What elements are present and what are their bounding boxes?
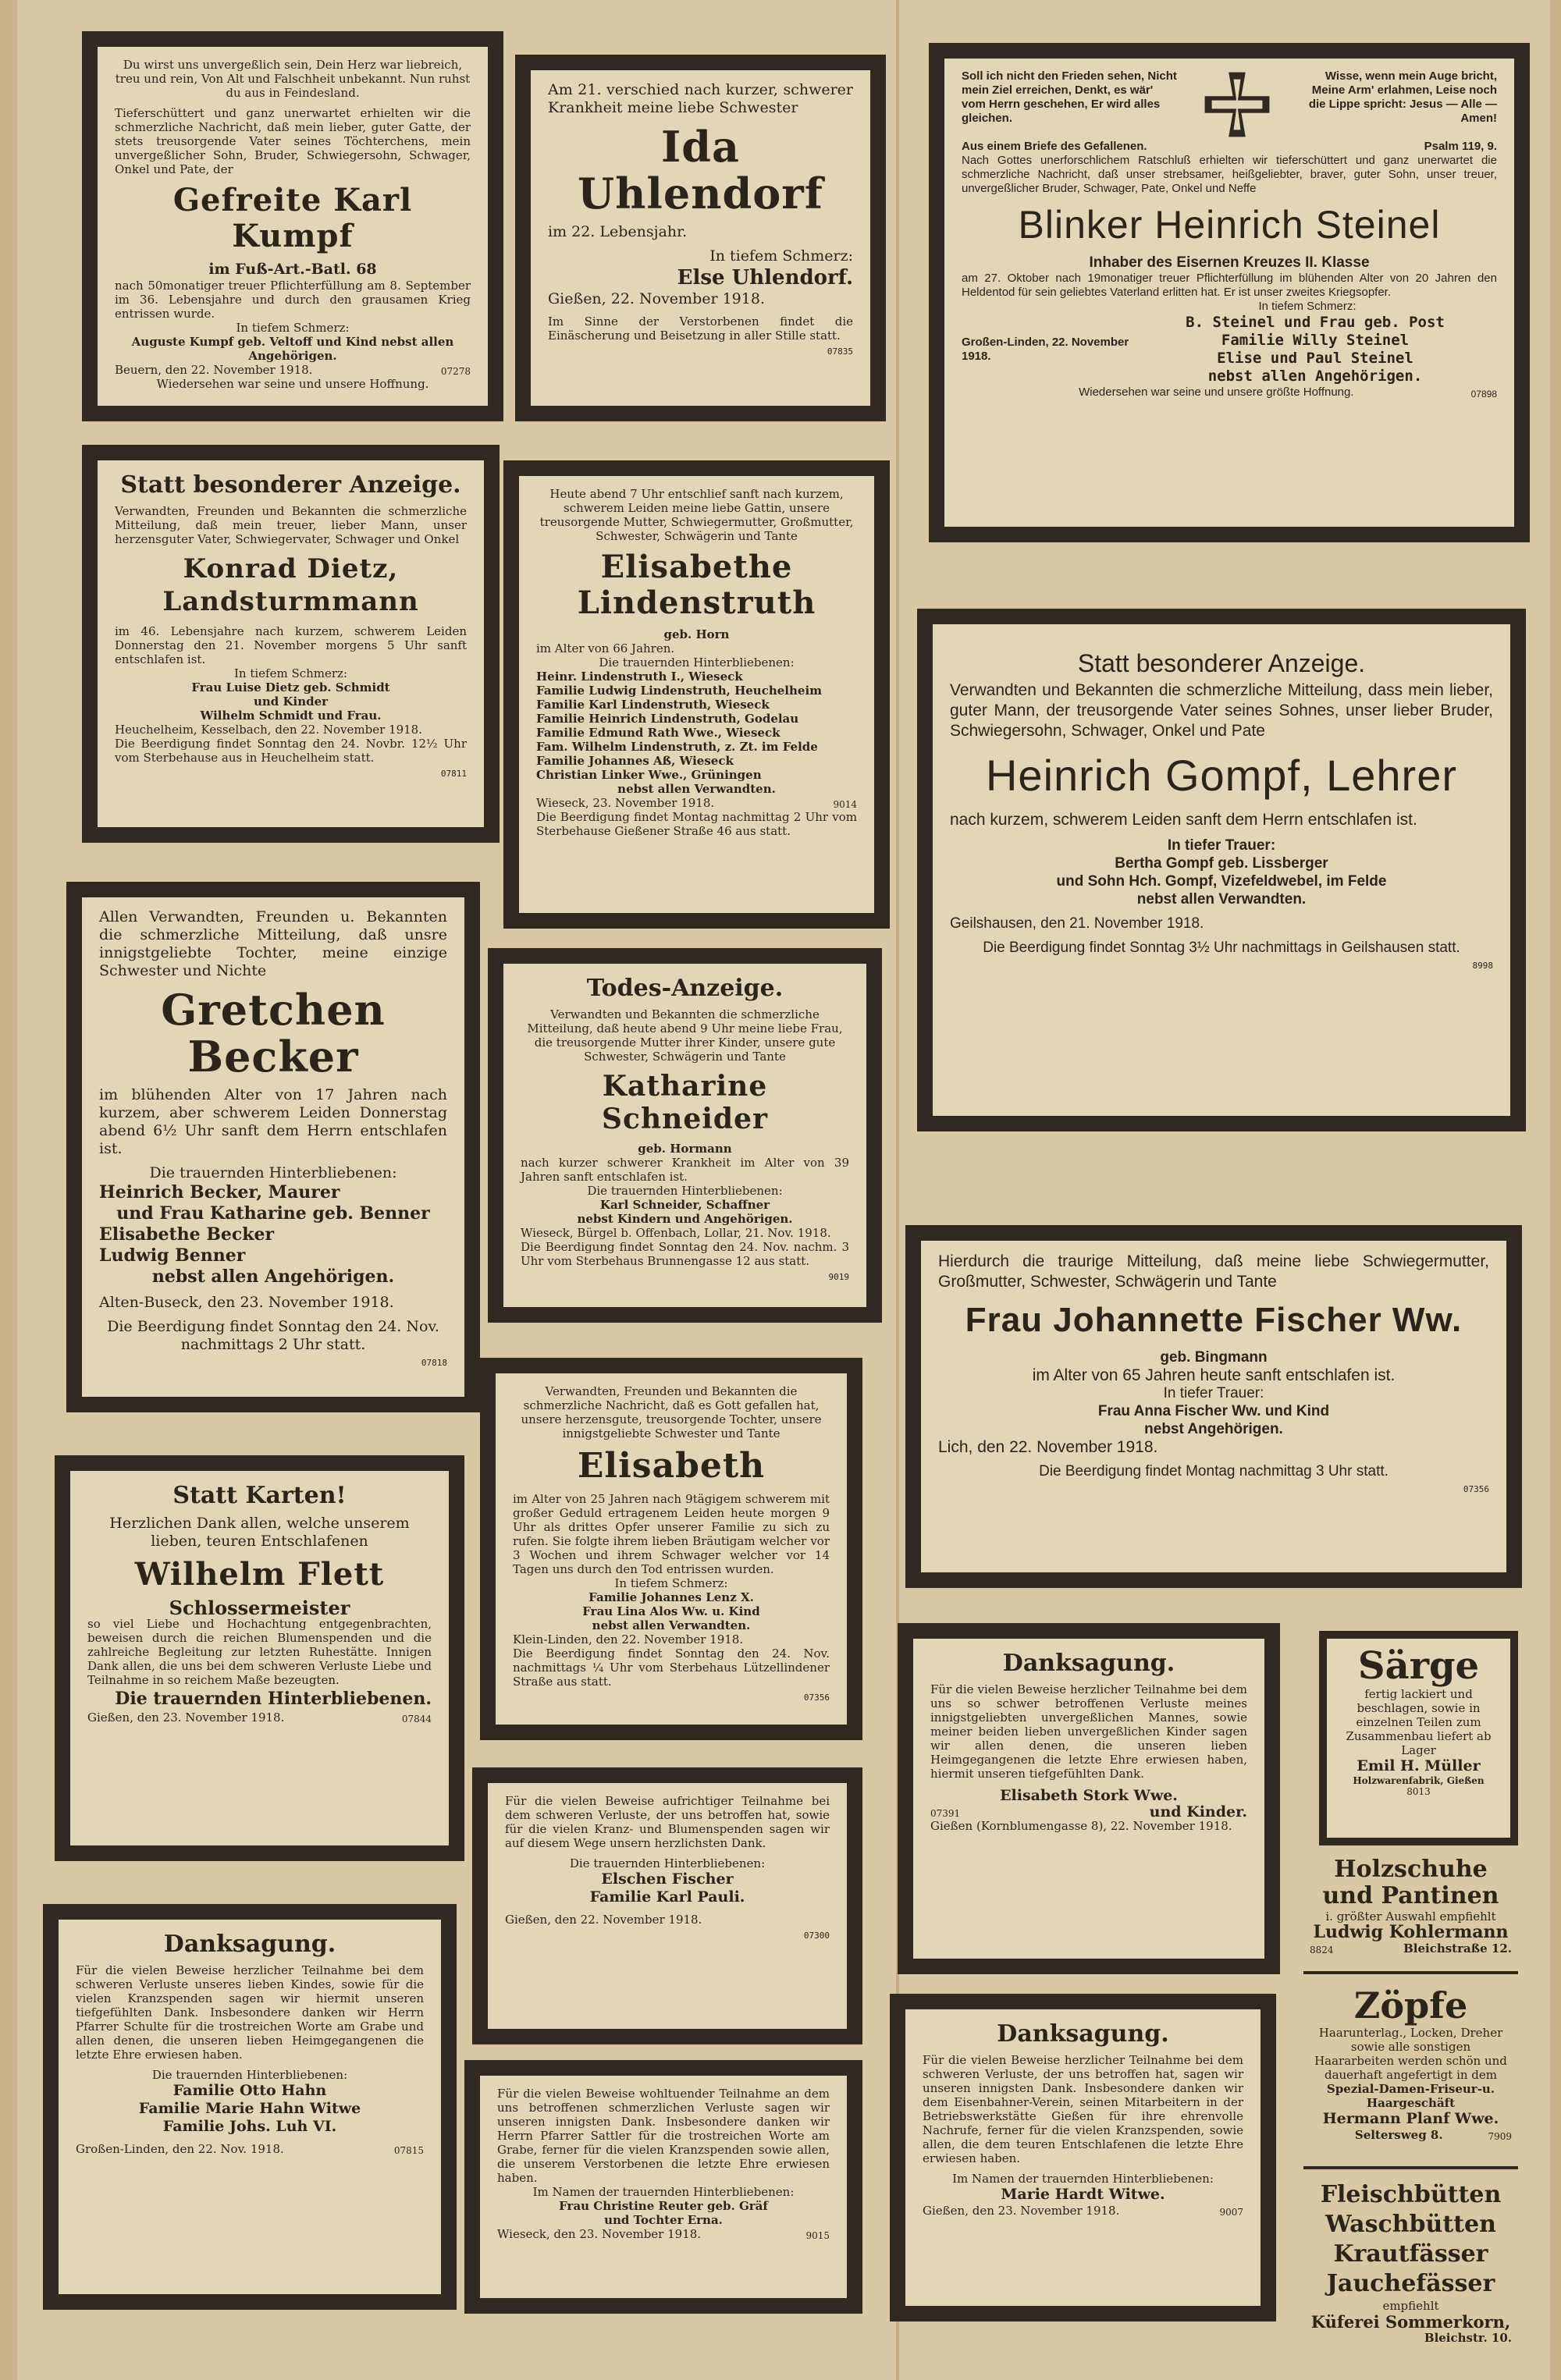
ad-heading: Särge xyxy=(1357,1644,1480,1688)
ad-konrad-dietz xyxy=(82,445,500,843)
grief-line: In tiefem Schmerz: xyxy=(709,247,853,265)
mourner-3: nebst allen Verwandten. xyxy=(592,1618,751,1632)
ad-text: Verwandten, Freunden und Bekannten die schmerzliche Nachricht, daß es Gott gefallen hat, unsere herzensgute, treusorgende Tochter, unsere innigstgeliebte Schwester und Tante xyxy=(521,1384,822,1440)
deceased-age: im Alter von 66 Jahren. xyxy=(536,641,675,655)
mourner-1: Frau Luise Dietz geb. Schmidt xyxy=(191,680,390,694)
place-date: Heuchelheim, Kesselbach, den 22. November 1918. xyxy=(115,723,422,737)
ad-text: Hierdurch die traurige Mitteilung, daß meine liebe Schwiegermutter, Großmutter, Schwester, Schwägerin und Tante xyxy=(938,1252,1489,1291)
grief-line: In tiefem Schmerz: xyxy=(614,1576,728,1590)
ad-code: 9007 xyxy=(1219,2207,1243,2218)
place-date: Gießen, den 23. November 1918. xyxy=(87,1710,285,1725)
advertiser-name: Küferei Sommerkorn, xyxy=(1310,2312,1511,2332)
deceased-name: Ida Uhlendorf xyxy=(578,122,823,218)
ad-text-2: im blühenden Alter von 17 Jahren nach kurzem, aber schwerem Leiden Donnerstag abend 6½ Uhr sanft dem Herrn entschlafen ist. xyxy=(99,1086,447,1157)
ad-karl-kumpf xyxy=(82,31,503,421)
ad-code: 07835 xyxy=(827,346,853,357)
ad-text: i. größter Auswahl empfiehlt xyxy=(1325,1909,1496,1924)
ad-heading: Holzschuhe und Pantinen xyxy=(1322,1856,1499,1909)
ad-code: 07391 xyxy=(930,1808,961,1819)
mourner: Else Uhlendorf. xyxy=(677,266,853,290)
grief-line: Die trauernden Hinterbliebenen: xyxy=(151,2068,348,2082)
ad-text-2: im Alter von 25 Jahren nach 9tägigem schwerem mit großer Geduld ertragenem Leiden heute morgen 9 Uhr als drittes Opfer unserer Familie zu sich zu rufen. Sie folgte ihrem lieben Bräutigam welcher vor 3 Wochen und ihrem Schwager welcher vor 14 Tagen uns durch den Tod entrissen wurden. xyxy=(513,1492,830,1576)
mourner-3: Familie Johs. Luh VI. xyxy=(162,2118,337,2135)
ad-text: Verwandten und Bekannten die schmerzliche Mitteilung, dass mein lieber, guter Mann, der treusorgende Vater seines Sohnes, unser lieber Bruder, Schwiegersohn, Schwager, Onkel und Pate xyxy=(950,681,1493,740)
ad-text-2: nach kurzer schwerer Krankheit im Alter von 39 Jahren sanft entschlafen ist. xyxy=(521,1156,849,1184)
mourner-2: und Frau Katharine geb. Benner xyxy=(116,1203,430,1224)
deceased-name: Konrad Dietz, Landsturmmann xyxy=(162,553,419,617)
place-date: Wieseck, den 23. November 1918. xyxy=(497,2227,702,2241)
mourner-2: nebst Angehörigen. xyxy=(1144,1421,1283,1437)
grief-line: Die trauernden Hinterbliebenen: xyxy=(569,1856,766,1870)
poem-left: Soll ich nicht den Frieden sehen, Nicht mein Ziel erreichen, Denkt, es wär' vom Herrn geschehen, Er wird alles gleichen. xyxy=(962,69,1177,125)
ad-heading: Danksagung. xyxy=(163,1931,336,1958)
place-date: Wieseck, 23. November 1918. xyxy=(536,796,715,810)
deceased-name: Blinker Heinrich Steinel xyxy=(1018,203,1441,247)
ad-code: 8824 xyxy=(1310,1945,1334,1956)
iron-cross-icon xyxy=(1202,69,1272,140)
deceased-name: Frau Johannette Fischer Ww. xyxy=(965,1301,1463,1339)
product-1: Fleischbütten xyxy=(1320,2181,1502,2208)
advertiser-address: Bleichstr. 10. xyxy=(1424,2331,1512,2345)
mourners: Die trauernden Hinterbliebenen. xyxy=(115,1689,432,1709)
ad-text: Verwandten und Bekannten die schmerzliche Mitteilung, daß heute abend 9 Uhr meine liebe Frau, die treusorgende Mutter ihrer Kinder, unsere gute Schwester, Schwägerin und Tante xyxy=(527,1007,843,1064)
place-date: Alten-Buseck, den 23. November 1918. xyxy=(99,1294,394,1311)
ad-text-2: nach 50monatiger treuer Pflichterfüllung am 8. September im 36. Lebensjahre und durch den grausamen Krieg entrissen wurde. xyxy=(115,279,471,321)
mourner-2: Familie Willy Steinel xyxy=(1221,332,1410,349)
ad-text: Heute abend 7 Uhr entschlief sanft nach kurzem, schwerem Leiden meine liebe Gattin, unsere treusorgende Mutter, Schwiegermutter, Großmutter, Schwester, Schwägerin und Tante xyxy=(539,487,854,543)
ad-katharine-schneider xyxy=(488,948,882,1323)
ad-zoepfe xyxy=(1303,1982,1518,2169)
ad-text: Am 21. verschied nach kurzer, schwerer Krankheit meine liebe Schwester xyxy=(548,81,853,116)
product-3: Krautfässer xyxy=(1333,2240,1488,2268)
ad-text: Für die vielen Beweise herzlicher Teilnahme bei dem uns so schwer betroffenen Verluste meines innigstgeliebten unvergeßlichen Mannes, sowie meiner beiden lieben unvergeßlichen Kinder sagen wir allen denen, die unseren lieben Heimgegangenen die letzte Ehre erwiesen haben, hiermit unseren tiefgefühlten Dank. xyxy=(930,1682,1247,1781)
mourner-8: Christian Linker Wwe., Grüningen xyxy=(536,768,762,782)
ad-code: 07818 xyxy=(421,1358,447,1368)
mourner-2: nebst Kindern und Angehörigen. xyxy=(577,1212,793,1226)
ad-intro-verse: Du wirst uns unvergeßlich sein, Dein Herz war liebreich, treu und rein, Von Alt und Falschheit unbekannt. Nun ruhst du aus in Feindesland. xyxy=(115,58,471,100)
place-date: Großen-Linden, den 22. Nov. 1918. xyxy=(76,2142,284,2156)
grief-line: Die trauernden Hinterbliebenen: xyxy=(599,655,795,670)
ad-text-2: Die Beerdigung findet Montag nachmittag 2 Uhr vom Sterbehause Gießener Straße 46 aus statt. xyxy=(536,810,857,838)
deceased-nee: geb. Hormann xyxy=(638,1142,732,1156)
place-date: Gießen (Kornblumengasse 8), 22. November 1918. xyxy=(930,1819,1232,1833)
place-date: Gießen, 22. November 1918. xyxy=(548,290,765,307)
place-date: Gießen, den 22. November 1918. xyxy=(505,1913,702,1927)
ad-fischer-pauli xyxy=(472,1767,862,2044)
advertiser-name: Emil H. Müller xyxy=(1357,1757,1481,1774)
place-date: Wieseck, Bürgel b. Offenbach, Lollar, 21. Nov. 1918. xyxy=(521,1226,831,1240)
ad-text-3: Die Beerdigung findet Sonntag den 24. Nov. nachmittags 2 Uhr statt. xyxy=(107,1318,439,1353)
ad-gretchen-becker xyxy=(66,882,480,1412)
mourner-2: Familie Karl Pauli. xyxy=(589,1888,745,1906)
deceased-name: Gretchen Becker xyxy=(161,985,386,1082)
ad-text: Tieferschüttert und ganz unerwartet erhielten wir die schmerzliche Nachricht, daß mein lieber, guter Gatte, der stets treusorgende Vater seines Töchterchens, mein unvergeßlicher Sohn, Bruder, Schwiegersohn, Schwager, Onkel und Pate, der xyxy=(115,106,471,176)
ad-text-2: am 27. Oktober nach 19monatiger treuer Pflichterfüllung im blühenden Alter von 20 Jahren den Heldentod für sein geliebtes Vaterland erlitten hat. Er ist unser zweites Kriegsopfer. xyxy=(962,272,1497,299)
ad-code: 9014 xyxy=(833,799,857,810)
mourner-3: Wilhelm Schmidt und Frau. xyxy=(200,709,382,723)
ad-text-3: Die Beerdigung findet Sonntag 3½ Uhr nachmittags in Geilshausen statt. xyxy=(983,940,1460,956)
grief-line: Im Namen der trauernden Hinterbliebenen: xyxy=(532,2185,795,2199)
ad-text: Haarunterlag., Locken, Dreher sowie alle sonstigen Haararbeiten werden schön und dauerhaft angefertigt in dem xyxy=(1314,2026,1507,2082)
advertiser-address: Bleichstraße 12. xyxy=(1403,1941,1512,1956)
mourner-9: nebst allen Verwandten. xyxy=(617,782,776,796)
deceased-age: im Alter von 65 Jahren heute sanft entschlafen ist. xyxy=(1032,1366,1396,1384)
grief-line: Im Namen der trauernden Hinterbliebenen: xyxy=(952,2172,1214,2186)
ad-text-2: so viel Liebe und Hochachtung entgegenbrachten, beweisen durch die reichen Blumenspenden und die zahlreiche Begleitung zur letzten Ruhestätte. Innigen Dank allen, die uns bei dem schweren Verluste Liebe und Teilnahme in so reichem Maße bezeugten. xyxy=(87,1617,432,1687)
deceased-name: Gefreite Karl Kumpf xyxy=(172,182,413,254)
mourner-7: Familie Johannes Aß, Wieseck xyxy=(536,754,734,768)
ad-text: Nach Gottes unerforschlichem Ratschluß erhielten wir tieferschüttert und ganz unerwartet die schmerzliche Nachricht, daß unser strebsamer, heißgeliebter, braver, guter Sohn, unser treuer, unvergeßlicher Bruder, Schwager, Pate, Onkel und Neffe xyxy=(962,154,1497,195)
ad-code: 8013 xyxy=(1406,1786,1431,1797)
ad-heading: Statt besonderer Anzeige. xyxy=(120,471,461,499)
deceased-name: Elisabethe Lindenstruth xyxy=(577,549,816,621)
advertiser-name: Ludwig Kohlermann xyxy=(1313,1922,1509,1942)
ad-ida-uhlendorf xyxy=(515,55,886,421)
mourner-2: Frau Lina Alos Ww. u. Kind xyxy=(582,1604,760,1618)
mourner-4: Ludwig Benner xyxy=(99,1245,246,1266)
ad-text-3: Die Beerdigung findet Sonntag den 24. Nov. nachmittags ¼ Uhr vom Sterbehaus Lützellindener Straße aus statt. xyxy=(513,1646,830,1689)
mourner-2: Familie Marie Hahn Witwe xyxy=(138,2100,361,2117)
closing-line: Wiedersehen war seine und unsere Hoffnung. xyxy=(156,377,429,391)
deceased-unit: im Fuß-Art.-Batl. 68 xyxy=(208,261,377,278)
page-edge-left xyxy=(0,0,17,2380)
ad-holzschuhe-kohlermann xyxy=(1303,1853,1518,1974)
mourner-6: Fam. Wilhelm Lindenstruth, z. Zt. im Felde xyxy=(536,740,818,754)
mourner-1: Frau Christine Reuter geb. Gräf xyxy=(559,2199,768,2213)
advertiser-firm: Holzwarenfabrik, Gießen xyxy=(1353,1775,1485,1786)
poem-right: Wisse, wenn mein Auge bricht, Meine Arm' erlahmen, Leise noch die Lippe spricht: Jesus — Alle — Amen! xyxy=(1308,69,1497,125)
grief-line: In tiefer Trauer: xyxy=(1167,837,1276,854)
ad-code: 07844 xyxy=(401,1714,432,1725)
ad-text: Für die vielen Beweise herzlicher Teilnahme bei dem schweren Verluste, der uns betroffen hat, sagen wir unseren innigsten Dank. Insbesondere danken wir dem Eisenbahner-Verein, seinen Mitarbeitern in der Betriebswerkstätte Gießen für ihre ehrenvolle Nachrufe, ferner für die vielen Kranzspenden, sowie allen, die dem teuren Entschlafenen die letzte Ehre erwiesen haben. xyxy=(923,2053,1243,2165)
mourner-4: Familie Heinrich Lindenstruth, Godelau xyxy=(536,712,799,726)
ad-code: 8998 xyxy=(1472,961,1493,971)
mourner-3: Familie Karl Lindenstruth, Wieseck xyxy=(536,698,770,712)
mourner-1: Elisabeth Stork Wwe. xyxy=(1000,1787,1178,1804)
grief-line: Die trauernden Hinterbliebenen: xyxy=(149,1164,397,1181)
grief-line: In tiefem Schmerz: xyxy=(1258,300,1357,313)
ad-heading: Statt besonderer Anzeige. xyxy=(1077,649,1366,677)
ad-heading: Danksagung. xyxy=(997,2020,1169,2048)
grief-line: In tiefem Schmerz: xyxy=(233,666,348,680)
deceased-age: im 22. Lebensjahr. xyxy=(548,223,688,240)
mourner-1: Familie Johannes Lenz X. xyxy=(588,1590,754,1604)
ad-danksagung-stork xyxy=(898,1623,1280,1974)
ad-heading: Danksagung. xyxy=(1002,1650,1175,1677)
place-date: Gießen, den 23. November 1918. xyxy=(923,2204,1120,2218)
ad-text-2: Im Sinne der Verstorbenen findet die Einäscherung und Beisetzung in aller Stille statt. xyxy=(548,314,853,343)
deceased-nee: geb. Horn xyxy=(663,627,730,641)
ad-johannette-fischer xyxy=(905,1225,1522,1588)
ad-code: 7909 xyxy=(1488,2131,1512,2142)
ad-elisabeth-lenz xyxy=(480,1358,862,1740)
advertiser-address: Seltersweg 8. xyxy=(1354,2128,1443,2142)
ad-text-2: nach kurzem, schwerem Leiden sanft dem Herrn entschlafen ist. xyxy=(950,811,1417,829)
grief-line: In tiefer Trauer: xyxy=(1163,1385,1264,1401)
deceased-name: Wilhelm Flett xyxy=(134,1556,385,1593)
ad-kueferei-sommerkorn xyxy=(1303,2177,1518,2360)
ad-reuter xyxy=(464,2060,862,2314)
ad-text-2: im 46. Lebensjahre nach kurzem, schwerem Leiden Donnerstag den 21. November morgens 5 Uhr sanft entschlafen ist. xyxy=(115,624,467,666)
advertiser-name: Hermann Planf Wwe. xyxy=(1322,2110,1499,2127)
ad-heinrich-gompf xyxy=(917,609,1526,1131)
grief-line: Die trauernden Hinterbliebenen: xyxy=(587,1184,783,1198)
mourner-3: Elisabethe Becker xyxy=(99,1224,275,1245)
ad-wilhelm-flett xyxy=(55,1455,464,1861)
mourner-2: und Kinder xyxy=(253,694,329,709)
ad-text: Für die vielen Beweise herzlicher Teilnahme bei dem schweren Verluste unseres lieben Kindes, sowie für die vielen Kranzspenden sagen wir hiermit unseren tiefgefühlten Dank. Insbesondere danken wir Herrn Pfarrer Schulte für die trostreichen Worte am Grabe und allen denen, die unseren lieben Heimgegangenen die letzte Ehre erwiesen haben. xyxy=(76,1963,424,2062)
place-date: Beuern, den 22. November 1918. xyxy=(115,363,313,377)
ad-heading: Statt Karten! xyxy=(172,1482,347,1509)
mourner-3: nebst allen Verwandten. xyxy=(1136,891,1307,908)
deceased-nee: geb. Bingmann xyxy=(1160,1349,1268,1366)
ad-danksagung-hardt xyxy=(890,1994,1276,2321)
ad-text: fertig lackiert und beschlagen, sowie in einzelnen Teilen zum Zusammenbau liefert ab Lager xyxy=(1346,1687,1492,1757)
ad-heading: Zöpfe xyxy=(1353,1984,1468,2027)
mourner-2: und Sohn Hch. Gompf, Vizefeldwebel, im Felde xyxy=(1056,873,1387,890)
deceased-name: Katharine Schneider xyxy=(602,1070,768,1135)
mourner-1: B. Steinel und Frau geb. Post xyxy=(1186,314,1445,331)
mourners: Auguste Kumpf geb. Veltoff und Kind nebst allen Angehörigen. xyxy=(131,335,454,363)
deceased-name: Elisabeth xyxy=(577,1446,766,1486)
mourner-1: Familie Otto Hahn xyxy=(172,2082,327,2099)
ad-text-2: Die Beerdigung findet Montag nachmittag 3 Uhr statt. xyxy=(1039,1463,1389,1480)
ad-elisabethe-lindenstruth xyxy=(503,460,890,929)
place-date: Lich, den 22. November 1918. xyxy=(938,1438,1158,1456)
ad-text: Für die vielen Beweise wohltuender Teilnahme an dem uns betroffenen schmerzlichen Verluste sagen wir unseren innigsten Dank. Insbesondere danken wir Herrn Pfarrer Sattler für die trostreichen Worte am Grabe, ferner für die vielen Kranzspenden sowie allen, die unserem Verstorbenen die letzte Ehre erwiesen haben. xyxy=(497,2087,830,2185)
mourner-1: Heinr. Lindenstruth I., Wieseck xyxy=(536,670,743,684)
ad-code: 9019 xyxy=(828,1272,849,1282)
mourner-1: Bertha Gompf geb. Lissberger xyxy=(1115,855,1328,872)
product-4: Jauchefässer xyxy=(1326,2270,1495,2297)
grief-line: In tiefem Schmerz: xyxy=(236,321,350,335)
ad-text-3: Die Beerdigung findet Sonntag den 24. Nov. nachm. 3 Uhr vom Sterbehaus Brunnengasse 12 aus statt. xyxy=(521,1240,849,1268)
ad-code: 07278 xyxy=(440,366,471,377)
mourner-5: Familie Edmund Rath Wwe., Wieseck xyxy=(536,726,780,740)
mourner-4: nebst allen Angehörigen. xyxy=(1207,368,1423,385)
poem-source: Aus einem Briefe des Gefallenen. xyxy=(962,140,1147,153)
ad-text: Herzlichen Dank allen, welche unserem lieben, teuren Entschlafenen xyxy=(109,1515,410,1550)
ad-code: 07300 xyxy=(803,1931,830,1941)
ad-danksagung-hahn xyxy=(43,1904,457,2310)
place-date: Geilshausen, den 21. November 1918. xyxy=(950,915,1204,932)
poem-reference: Psalm 119, 9. xyxy=(1424,140,1497,153)
mourners: Marie Hardt Witwe. xyxy=(1001,2186,1165,2203)
ad-text: Für die vielen Beweise aufrichtiger Teilnahme bei dem schweren Verluste, der uns betroffen hat, sowie für die vielen Kranz- und Blumenspenden sagen wir auf diesem Wege unsern herzlichsten Dank. xyxy=(505,1794,830,1850)
mourner-1: Frau Anna Fischer Ww. und Kind xyxy=(1097,1403,1330,1419)
ad-code: 07811 xyxy=(440,769,467,779)
shop-type: Spezial-Damen-Friseur-u. Haargeschäft xyxy=(1326,2082,1495,2110)
product-2: Waschbütten xyxy=(1325,2211,1496,2238)
mourner-2: Familie Ludwig Lindenstruth, Heuchelheim xyxy=(536,684,823,698)
ad-text: Allen Verwandten, Freunden u. Bekannten die schmerzliche Mitteilung, daß unsre innigstgeliebte Tochter, meine einzige Schwester und Nichte xyxy=(99,908,447,979)
closing-line: Wiedersehen war seine und unsere größte Hoffnung. xyxy=(1079,385,1354,399)
ad-code: 9015 xyxy=(805,2230,830,2241)
mourner-1: Karl Schneider, Schaffner xyxy=(599,1198,770,1212)
mourner-2: und Tochter Erna. xyxy=(604,2213,723,2227)
mourner-5: nebst allen Angehörigen. xyxy=(151,1266,395,1287)
ad-text-3: Die Beerdigung findet Sonntag den 24. Novbr. 12½ Uhr vom Sterbehause aus in Heuchelheim statt. xyxy=(115,737,467,765)
deceased-title: Inhaber des Eisernen Kreuzes II. Klasse xyxy=(1089,254,1370,271)
deceased-trade: Schlossermeister xyxy=(169,1597,350,1619)
place-date: Klein-Linden, den 22. November 1918. xyxy=(513,1632,744,1646)
mourner-2: und Kinder. xyxy=(1149,1803,1247,1821)
page-edge-right xyxy=(1550,0,1561,2380)
ad-text: Verwandten, Freunden und Bekannten die schmerzliche Mitteilung, daß mein treuer, lieber Mann, unser herzensguter Vater, Schwiegervater, Schwager und Onkel xyxy=(115,504,467,546)
place-date: Großen-Linden, 22. November 1918. xyxy=(962,336,1129,363)
ad-text: empfiehlt xyxy=(1382,2299,1439,2313)
ad-heinrich-steinel xyxy=(929,43,1530,542)
ad-code: 07898 xyxy=(1470,389,1497,400)
mourner-3: Elise und Paul Steinel xyxy=(1217,350,1413,367)
ad-code: 07356 xyxy=(803,1693,830,1703)
ad-heading: Todes-Anzeige. xyxy=(586,975,784,1002)
ad-code: 07815 xyxy=(393,2145,424,2156)
mourner-1: Elschen Fischer xyxy=(601,1870,734,1888)
ad-saerge xyxy=(1319,1631,1518,1845)
mourner-1: Heinrich Becker, Maurer xyxy=(99,1182,340,1202)
ad-code: 07356 xyxy=(1463,1484,1489,1494)
deceased-name: Heinrich Gompf, Lehrer xyxy=(985,751,1457,800)
